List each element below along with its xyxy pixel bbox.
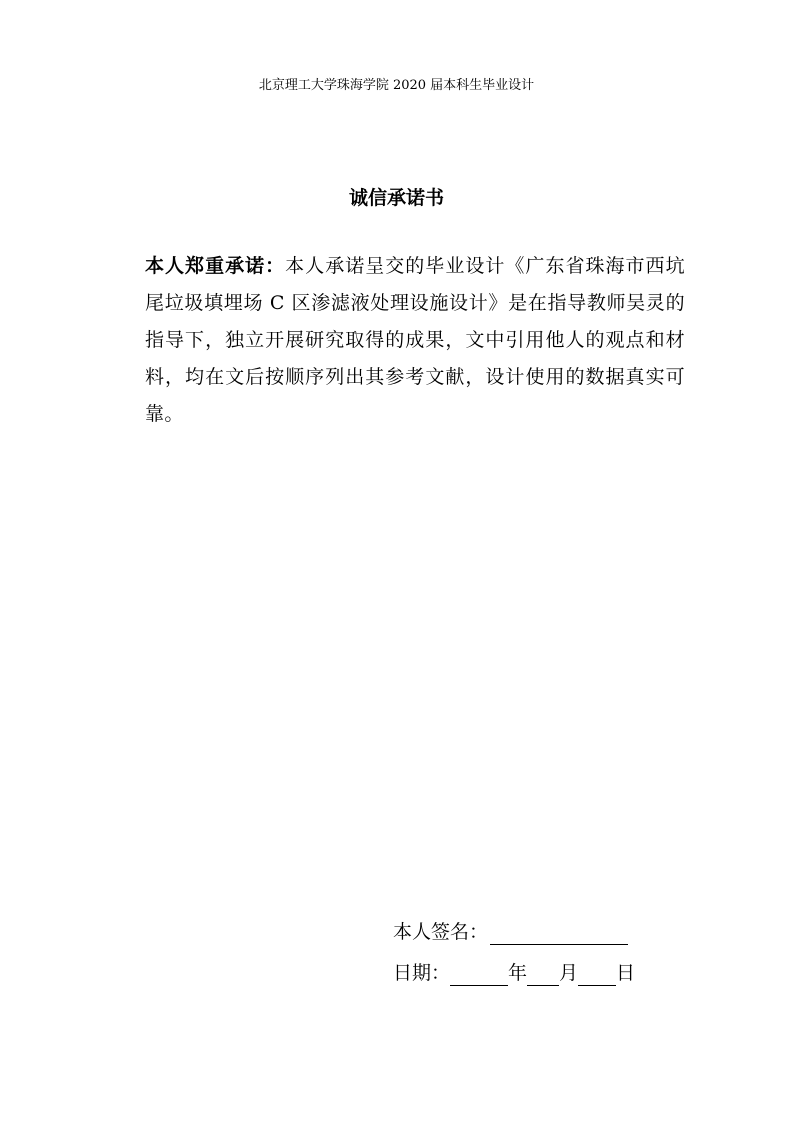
signature-label: 本人签名： bbox=[393, 921, 489, 943]
month-blank bbox=[527, 963, 559, 986]
running-header: 北京理工大学珠海学院 2020 届本科生毕业设计 bbox=[258, 78, 535, 93]
day-label: 日 bbox=[616, 962, 636, 984]
statement-body: 本人承诺呈交的毕业设计《广东省珠海市西坑尾垃圾填埋场 C 区渗滤液处理设施设计》是在指导教师吴灵的指导下，独立开展研究取得的成果，文中引用他人的观点和材料，均在文后按顺序列出其参考文献，设计使用的数据真实可靠。 bbox=[145, 255, 685, 425]
signature-line bbox=[490, 922, 628, 945]
date-label: 日期： bbox=[393, 962, 451, 984]
integrity-statement bbox=[145, 248, 685, 433]
year-blank bbox=[450, 963, 508, 986]
statement-lead: 本人郑重承诺： bbox=[145, 255, 286, 277]
month-label: 月 bbox=[559, 962, 579, 984]
date-row bbox=[393, 960, 635, 986]
year-label: 年 bbox=[508, 962, 528, 984]
page-title: 诚信承诺书 bbox=[348, 187, 444, 209]
day-blank bbox=[578, 963, 616, 986]
signature-row bbox=[393, 919, 628, 945]
